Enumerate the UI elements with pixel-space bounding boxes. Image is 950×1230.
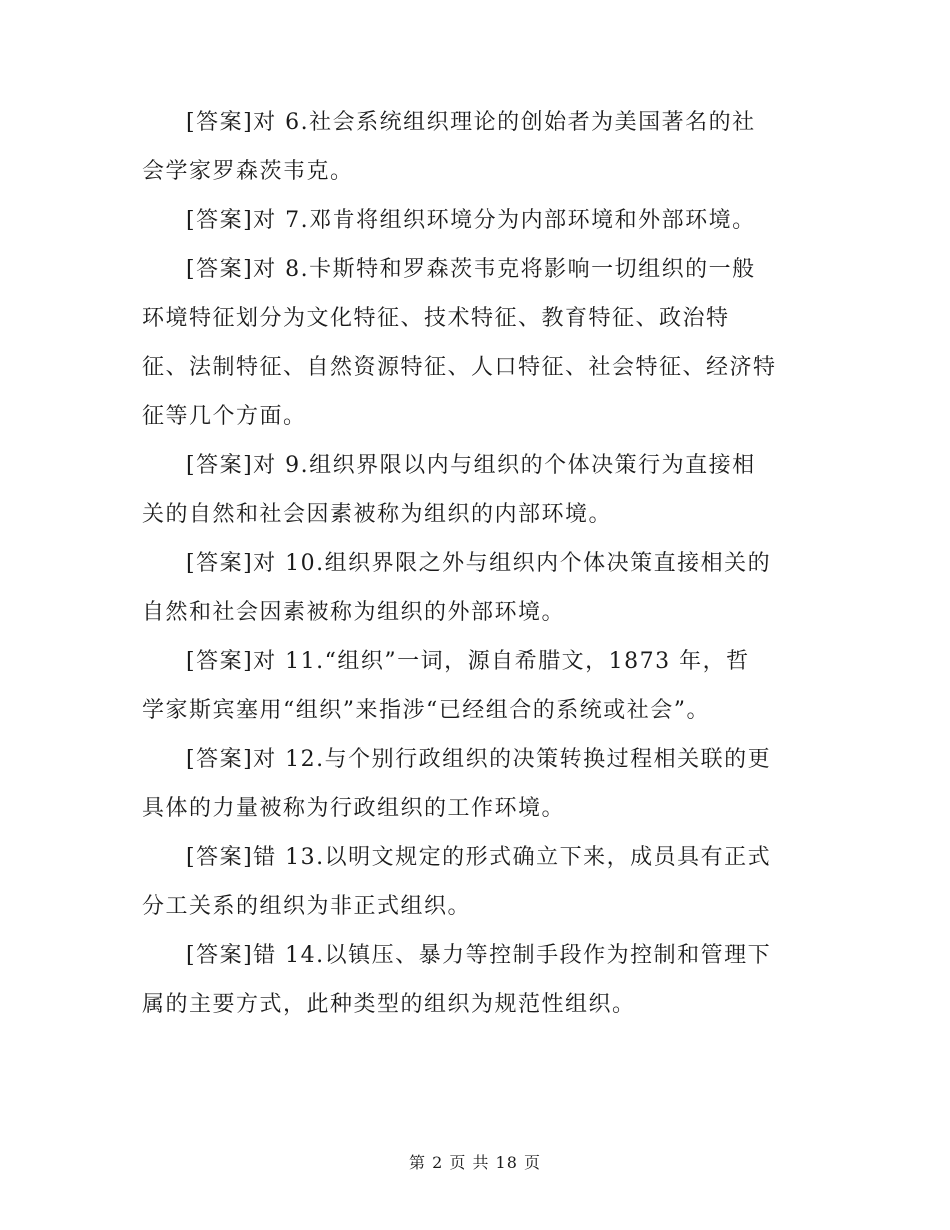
answer-paragraph-11	[142, 637, 812, 735]
paragraph-line: 会学家罗森茨韦克。	[142, 159, 354, 184]
paragraph-line: [答案]对 10.组织界限之外与组织内个体决策直接相关的	[186, 551, 772, 576]
page-number-footer: 第 2 页 共 18 页	[409, 1153, 541, 1172]
paragraph-line: [答案]对 6.社会系统组织理论的创始者为美国著名的社	[186, 110, 756, 135]
document-body	[142, 98, 812, 1029]
paragraph-line: [答案]错 13.以明文规定的形式确立下来，成员具有正式	[186, 845, 772, 870]
paragraph-line: [答案]错 14.以镇压、暴力等控制手段作为控制和管理下	[186, 943, 772, 968]
answer-paragraph-6	[142, 98, 812, 196]
paragraph-line: 属的主要方式，此种类型的组织为规范性组织。	[142, 992, 636, 1017]
answer-paragraph-9	[142, 441, 812, 539]
paragraph-line: [答案]对 8.卡斯特和罗森茨韦克将影响一切组织的一般	[186, 257, 756, 282]
paragraph-line: [答案]对 7.邓肯将组织环境分为内部环境和外部环境。	[186, 208, 756, 233]
paragraph-line: 具体的力量被称为行政组织的工作环境。	[142, 796, 566, 821]
paragraph-line: 分工关系的组织为非正式组织。	[142, 894, 472, 919]
paragraph-line: 学家斯宾塞用“组织”来指涉“已经组合的系统或社会”。	[142, 698, 710, 723]
answer-paragraph-12	[142, 735, 812, 833]
paragraph-line: 关的自然和社会因素被称为组织的内部环境。	[142, 502, 613, 527]
paragraph-line: [答案]对 9.组织界限以内与组织的个体决策行为直接相	[186, 453, 756, 478]
paragraph-line: [答案]对 12.与个别行政组织的决策转换过程相关联的更	[186, 747, 772, 772]
answer-paragraph-8	[142, 245, 812, 441]
answer-paragraph-7	[142, 196, 812, 245]
answer-paragraph-10	[142, 539, 812, 637]
paragraph-line: [答案]对 11.“组织”一词，源自希腊文，1873 年，哲	[186, 649, 750, 674]
answer-paragraph-14	[142, 931, 812, 1029]
answer-paragraph-13	[142, 833, 812, 931]
paragraph-line: 征等几个方面。	[142, 404, 307, 429]
paragraph-line: 自然和社会因素被称为组织的外部环境。	[142, 600, 566, 625]
paragraph-line: 征、法制特征、自然资源特征、人口特征、社会特征、经济特	[142, 355, 777, 380]
paragraph-line: 环境特征划分为文化特征、技术特征、教育特征、政治特	[142, 306, 730, 331]
